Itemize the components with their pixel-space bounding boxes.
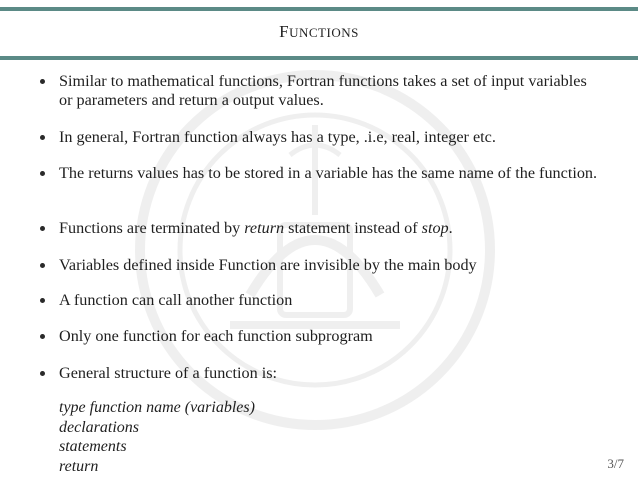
code-block <box>59 398 255 476</box>
bullet-dot-icon <box>40 135 45 140</box>
bullet-text: The returns values has to be stored in a variable has the same name of the function. <box>59 164 598 182</box>
code-line: declarations <box>59 418 139 436</box>
bullet-text: A function can call another function <box>59 291 293 309</box>
bullet-text: Variables defined inside Function are invisible by the main body <box>59 256 477 274</box>
bullet-text: In general, Fortran function always has a type, .i.e, real, integer etc. <box>59 128 496 146</box>
slide-title <box>0 22 638 42</box>
bullet-dot-icon <box>40 171 45 176</box>
page-number: 3/7 <box>607 456 624 471</box>
bullet-dot-icon <box>40 263 45 268</box>
header-bottom-bar <box>0 56 638 60</box>
bullet-text: Only one function for each function subprogram <box>59 327 373 345</box>
bullet-text: General structure of a function is: <box>59 364 278 382</box>
bullet-text: Similar to mathematical functions, Fortran functions takes a set of input variables or parameters and return a output values. <box>59 72 587 109</box>
slide-title-initial: F <box>279 22 290 41</box>
code-line: return <box>59 457 99 475</box>
code-line: type function name (variables) <box>59 399 255 416</box>
bullet-dot-icon <box>40 226 45 231</box>
bullet-dot-icon <box>40 334 45 339</box>
bullet-dot-icon <box>40 79 45 84</box>
bullet-text: Functions are terminated by return statement instead of stop. <box>59 219 453 237</box>
slide-title-rest: UNCTIONS <box>289 25 359 40</box>
bullet-dot-icon <box>40 298 45 303</box>
bullet-dot-icon <box>40 371 45 376</box>
code-line: statements <box>59 438 127 455</box>
